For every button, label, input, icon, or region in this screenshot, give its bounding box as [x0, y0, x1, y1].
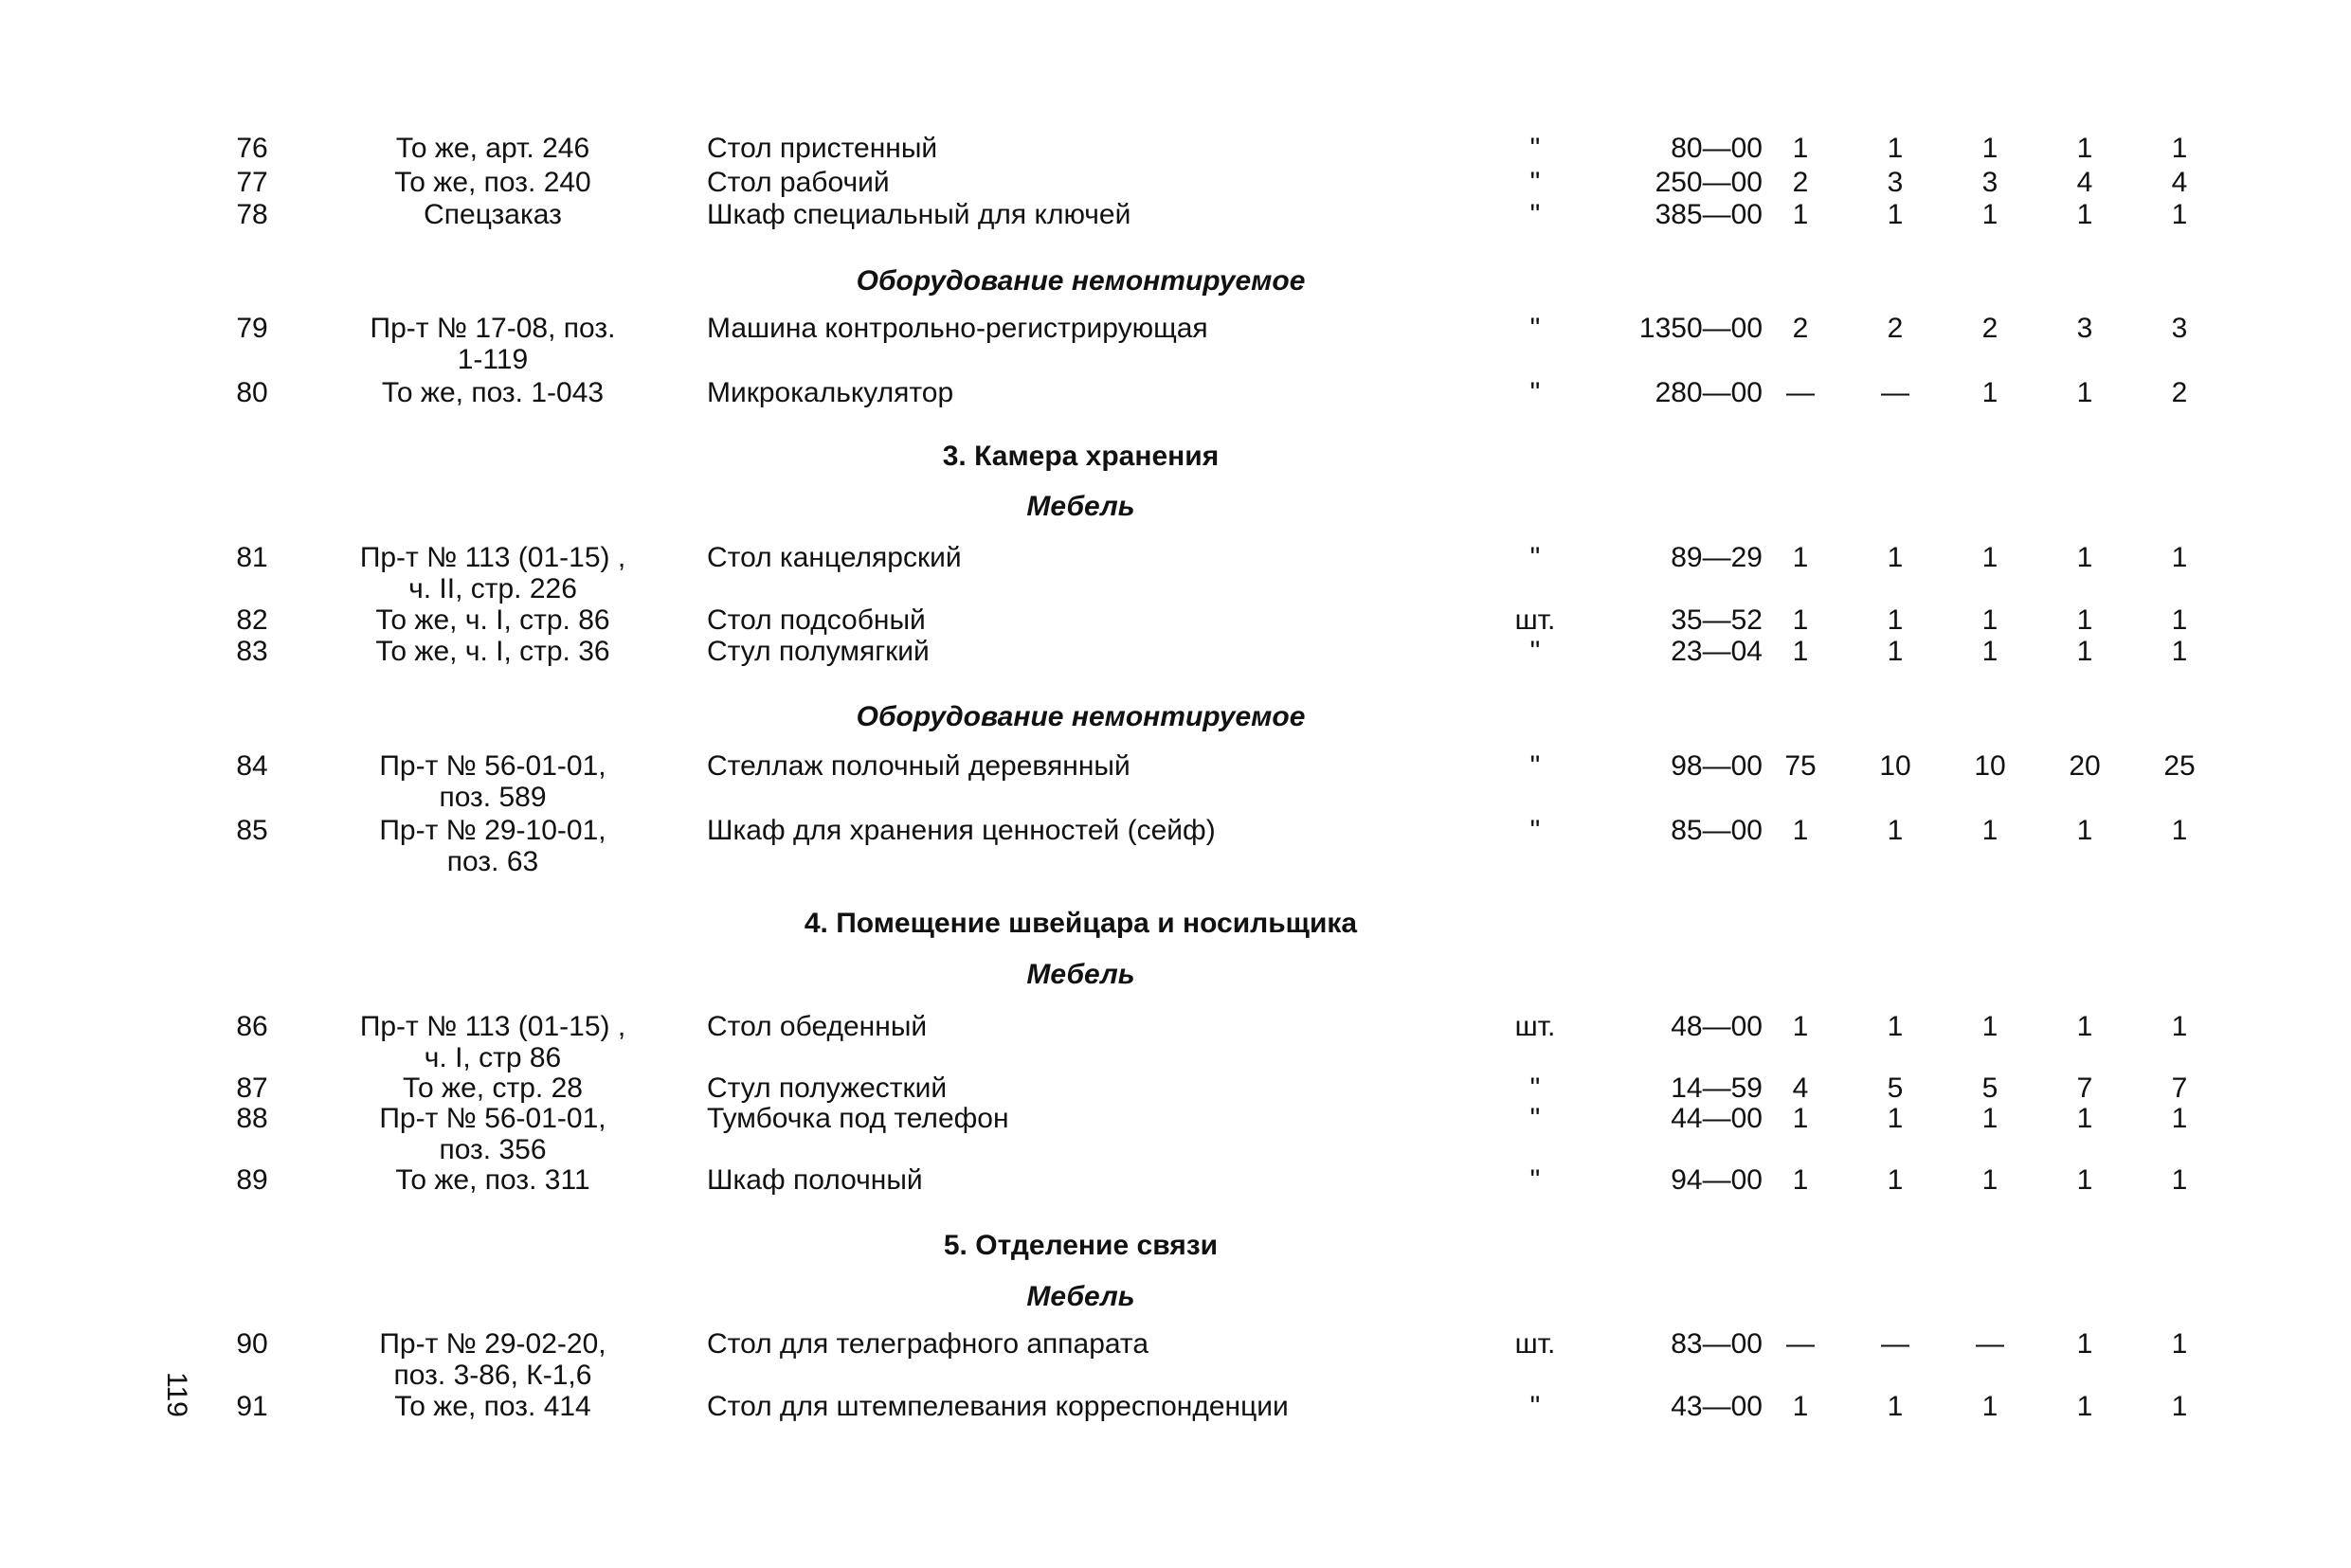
quantity-cell: 1	[1887, 542, 1904, 573]
source-reference	[313, 750, 673, 813]
item-number: 77	[236, 167, 268, 198]
quantity-cell: 5	[1887, 1072, 1904, 1104]
quantity-cell: 4	[1792, 1072, 1809, 1104]
source-line: То же, поз. 311	[395, 1164, 590, 1196]
unit-price: 43—00	[1671, 1391, 1763, 1422]
source-line: Пр-т № 113 (01-15) ,	[359, 1011, 626, 1042]
quantity-cell: 1	[1792, 815, 1809, 846]
quantity-cell: 1	[2171, 1103, 2188, 1134]
section-heading: 3. Камера хранения	[942, 441, 1220, 472]
subsection-heading: Оборудование немонтируемое	[856, 265, 1306, 297]
unit-of-measure: "	[1529, 542, 1541, 573]
quantity-cell: 1	[2171, 1328, 2188, 1360]
quantity-cell: 1	[1792, 1164, 1809, 1196]
quantity-cell: 5	[1981, 1072, 1998, 1104]
quantity-cell: 2	[1887, 313, 1904, 344]
table-row	[0, 1011, 2351, 1077]
source-reference	[313, 1164, 673, 1196]
item-number: 91	[236, 1391, 268, 1422]
quantity-cell: 10	[1879, 750, 1911, 782]
unit-of-measure: "	[1529, 1164, 1541, 1196]
quantity-cell: 20	[2069, 750, 2101, 782]
source-line: поз. 589	[439, 782, 547, 813]
item-number: 89	[236, 1164, 268, 1196]
source-reference	[313, 1103, 673, 1165]
section-heading: 5. Отделение связи	[943, 1230, 1219, 1261]
quantity-cell: 1	[1792, 604, 1809, 636]
item-name: Стул полумягкий	[707, 636, 930, 667]
item-name: Шкаф полочный	[707, 1164, 923, 1196]
quantity-cell: 1	[2076, 636, 2093, 667]
source-reference	[313, 1011, 673, 1073]
unit-price: 23—04	[1671, 636, 1763, 667]
unit-of-measure: "	[1529, 313, 1541, 344]
source-reference	[313, 133, 673, 164]
item-name: Стол подсобный	[707, 604, 926, 636]
unit-of-measure: "	[1529, 1103, 1541, 1134]
quantity-cell: 7	[2076, 1072, 2093, 1104]
subsection-heading: Мебель	[1026, 959, 1135, 990]
quantity-cell: 1	[1981, 1391, 1998, 1422]
source-line: Пр-т № 113 (01-15) ,	[359, 542, 626, 573]
table-row	[0, 1103, 2351, 1169]
item-number: 79	[236, 313, 268, 344]
item-number: 87	[236, 1072, 268, 1104]
table-row	[0, 313, 2351, 379]
unit-of-measure: "	[1529, 1391, 1541, 1422]
table-row	[0, 1391, 2351, 1457]
unit-of-measure: шт.	[1514, 604, 1556, 636]
source-reference	[313, 542, 673, 604]
unit-of-measure: "	[1529, 199, 1541, 230]
item-number: 78	[236, 199, 268, 230]
quantity-cell: 1	[2171, 1391, 2188, 1422]
unit-price: 14—59	[1671, 1072, 1763, 1104]
item-name: Микрокалькулятор	[707, 377, 954, 408]
unit-price: 35—52	[1671, 604, 1763, 636]
quantity-cell: 1	[2171, 542, 2188, 573]
quantity-cell: 2	[1981, 313, 1998, 344]
quantity-cell: 1	[1792, 1103, 1809, 1134]
item-name: Стул полужесткий	[707, 1072, 948, 1104]
item-name: Тумбочка под телефон	[707, 1103, 1009, 1134]
quantity-cell: 1	[1981, 815, 1998, 846]
item-number: 86	[236, 1011, 268, 1042]
quantity-cell: 1	[2171, 199, 2188, 230]
quantity-cell: 1	[2076, 1164, 2093, 1196]
table-row	[0, 815, 2351, 881]
source-line: То же, поз. 414	[394, 1391, 591, 1422]
section-heading: 4. Помещение швейцара и носильщика	[804, 908, 1358, 939]
quantity-cell: 1	[1981, 199, 1998, 230]
quantity-cell: 1	[2171, 1011, 2188, 1042]
source-line: То же, арт. 246	[395, 133, 590, 164]
item-name: Стеллаж полочный деревянный	[707, 750, 1130, 782]
quantity-cell: 1	[1981, 604, 1998, 636]
source-line: ч. I, стр 86	[424, 1042, 562, 1073]
source-line: 1-119	[457, 344, 529, 375]
quantity-cell: 1	[1792, 1011, 1809, 1042]
unit-of-measure: "	[1529, 750, 1541, 782]
quantity-cell: 1	[1792, 1391, 1809, 1422]
table-row	[0, 1328, 2351, 1395]
item-number: 85	[236, 815, 268, 846]
quantity-cell: 1	[1981, 377, 1998, 408]
item-number: 82	[236, 604, 268, 636]
item-name: Стол рабочий	[707, 167, 890, 198]
quantity-cell: 2	[1792, 313, 1809, 344]
unit-price: 44—00	[1671, 1103, 1763, 1134]
quantity-cell: 1	[1887, 604, 1904, 636]
quantity-cell: 2	[1792, 167, 1809, 198]
quantity-cell: 1	[2171, 133, 2188, 164]
table-row	[0, 377, 2351, 443]
unit-of-measure: "	[1529, 815, 1541, 846]
source-line: То же, стр. 28	[403, 1072, 583, 1104]
quantity-cell: 1	[2076, 377, 2093, 408]
quantity-cell: 7	[2171, 1072, 2188, 1104]
unit-price: 94—00	[1671, 1164, 1763, 1196]
quantity-cell: 1	[2171, 636, 2188, 667]
unit-of-measure: "	[1529, 1072, 1541, 1104]
quantity-cell: 4	[2171, 167, 2188, 198]
quantity-cell: 1	[1887, 1391, 1904, 1422]
item-name: Стол канцелярский	[707, 542, 962, 573]
item-number: 81	[236, 542, 268, 573]
quantity-cell: 1	[1887, 1103, 1904, 1134]
item-number: 88	[236, 1103, 268, 1134]
quantity-cell: 1	[2076, 133, 2093, 164]
source-line: То же, ч. I, стр. 86	[375, 604, 610, 636]
unit-price: 280—00	[1655, 377, 1763, 408]
unit-price: 98—00	[1671, 750, 1763, 782]
source-line: поз. 356	[439, 1134, 547, 1165]
source-reference	[313, 1328, 673, 1391]
quantity-cell: 1	[2076, 1328, 2093, 1360]
item-name: Стол обеденный	[707, 1011, 928, 1042]
item-number: 84	[236, 750, 268, 782]
source-reference	[313, 636, 673, 667]
item-name: Шкаф для хранения ценностей (сейф)	[707, 815, 1216, 846]
source-reference	[313, 604, 673, 636]
quantity-cell: 1	[1981, 133, 1998, 164]
source-line: Пр-т № 56-01-01,	[379, 1103, 606, 1134]
subsection-heading: Мебель	[1026, 491, 1135, 522]
quantity-cell: 1	[1981, 1164, 1998, 1196]
unit-of-measure: шт.	[1514, 1011, 1556, 1042]
quantity-cell: 1	[2171, 1164, 2188, 1196]
quantity-cell: 1	[2076, 199, 2093, 230]
quantity-cell: 1	[2076, 1103, 2093, 1134]
item-name: Стол пристенный	[707, 133, 938, 164]
source-reference	[313, 1391, 673, 1422]
unit-price: 85—00	[1671, 815, 1763, 846]
item-number: 80	[236, 377, 268, 408]
quantity-cell: 3	[1887, 167, 1904, 198]
unit-price: 1350—00	[1638, 313, 1763, 344]
quantity-cell: 1	[1981, 1011, 1998, 1042]
unit-of-measure: "	[1529, 167, 1541, 198]
source-line: То же, поз. 240	[394, 167, 591, 198]
quantity-cell: —	[1786, 377, 1815, 408]
page-number: 119	[161, 1372, 192, 1417]
source-line: поз. 63	[446, 846, 539, 877]
item-name: Шкаф специальный для ключей	[707, 199, 1131, 230]
quantity-cell: —	[1786, 1328, 1815, 1360]
unit-of-measure: шт.	[1514, 1328, 1556, 1360]
source-line: Пр-т № 29-02-20,	[379, 1328, 606, 1360]
item-name: Стол для штемпелевания корреспонденции	[707, 1391, 1289, 1422]
quantity-cell: 3	[2076, 313, 2093, 344]
unit-price: 83—00	[1671, 1328, 1763, 1360]
quantity-cell: 1	[1792, 133, 1809, 164]
quantity-cell: 1	[2076, 1011, 2093, 1042]
quantity-cell: 1	[1887, 1164, 1904, 1196]
unit-price: 48—00	[1671, 1011, 1763, 1042]
unit-price: 80—00	[1671, 133, 1763, 164]
quantity-cell: 75	[1784, 750, 1817, 782]
source-line: Пр-т № 56-01-01,	[379, 750, 606, 782]
quantity-cell: 3	[1981, 167, 1998, 198]
table-row	[0, 199, 2351, 265]
quantity-cell: 1	[2076, 542, 2093, 573]
quantity-cell: —	[1881, 1328, 1909, 1360]
item-number: 83	[236, 636, 268, 667]
source-line: поз. 3-86, К-1,6	[393, 1360, 592, 1391]
quantity-cell: —	[1881, 377, 1909, 408]
source-reference	[313, 815, 673, 877]
item-number: 76	[236, 133, 268, 164]
quantity-cell: 1	[1792, 542, 1809, 573]
quantity-cell: —	[1976, 1328, 2004, 1360]
subsection-heading: Мебель	[1026, 1281, 1135, 1312]
quantity-cell: 1	[2076, 1391, 2093, 1422]
quantity-cell: 2	[2171, 377, 2188, 408]
source-line: Пр-т № 17-08, поз.	[370, 313, 616, 344]
unit-of-measure: "	[1529, 133, 1541, 164]
source-line: Спецзаказ	[424, 199, 562, 230]
source-reference	[313, 1072, 673, 1104]
quantity-cell: 1	[2171, 815, 2188, 846]
source-line: То же, ч. I, стр. 36	[375, 636, 610, 667]
quantity-cell: 1	[2171, 604, 2188, 636]
quantity-cell: 1	[2076, 815, 2093, 846]
quantity-cell: 1	[1887, 815, 1904, 846]
subsection-heading: Оборудование немонтируемое	[856, 701, 1306, 732]
unit-of-measure: "	[1529, 636, 1541, 667]
quantity-cell: 1	[1792, 636, 1809, 667]
unit-price: 250—00	[1655, 167, 1763, 198]
source-line: То же, поз. 1-043	[381, 377, 605, 408]
unit-of-measure: "	[1529, 377, 1541, 408]
source-reference	[313, 167, 673, 198]
table-row	[0, 636, 2351, 702]
source-line: Пр-т № 29-10-01,	[379, 815, 606, 846]
quantity-cell: 1	[1887, 133, 1904, 164]
quantity-cell: 4	[2076, 167, 2093, 198]
quantity-cell: 1	[1887, 1011, 1904, 1042]
quantity-cell: 1	[1792, 199, 1809, 230]
quantity-cell: 1	[2076, 604, 2093, 636]
source-line: ч. II, стр. 226	[408, 573, 577, 604]
table-row	[0, 542, 2351, 608]
item-number: 90	[236, 1328, 268, 1360]
quantity-cell: 10	[1974, 750, 2006, 782]
unit-price: 385—00	[1655, 199, 1763, 230]
quantity-cell: 25	[2163, 750, 2196, 782]
item-name: Машина контрольно-регистрирующая	[707, 313, 1208, 344]
quantity-cell: 3	[2171, 313, 2188, 344]
table-row	[0, 1164, 2351, 1231]
quantity-cell: 1	[1981, 1103, 1998, 1134]
quantity-cell: 1	[1887, 199, 1904, 230]
unit-price: 89—29	[1671, 542, 1763, 573]
source-reference	[313, 377, 673, 408]
quantity-cell: 1	[1887, 636, 1904, 667]
source-reference	[313, 313, 673, 375]
quantity-cell: 1	[1981, 542, 1998, 573]
source-reference	[313, 199, 673, 230]
table-row	[0, 750, 2351, 817]
quantity-cell: 1	[1981, 636, 1998, 667]
item-name: Стол для телеграфного аппарата	[707, 1328, 1149, 1360]
